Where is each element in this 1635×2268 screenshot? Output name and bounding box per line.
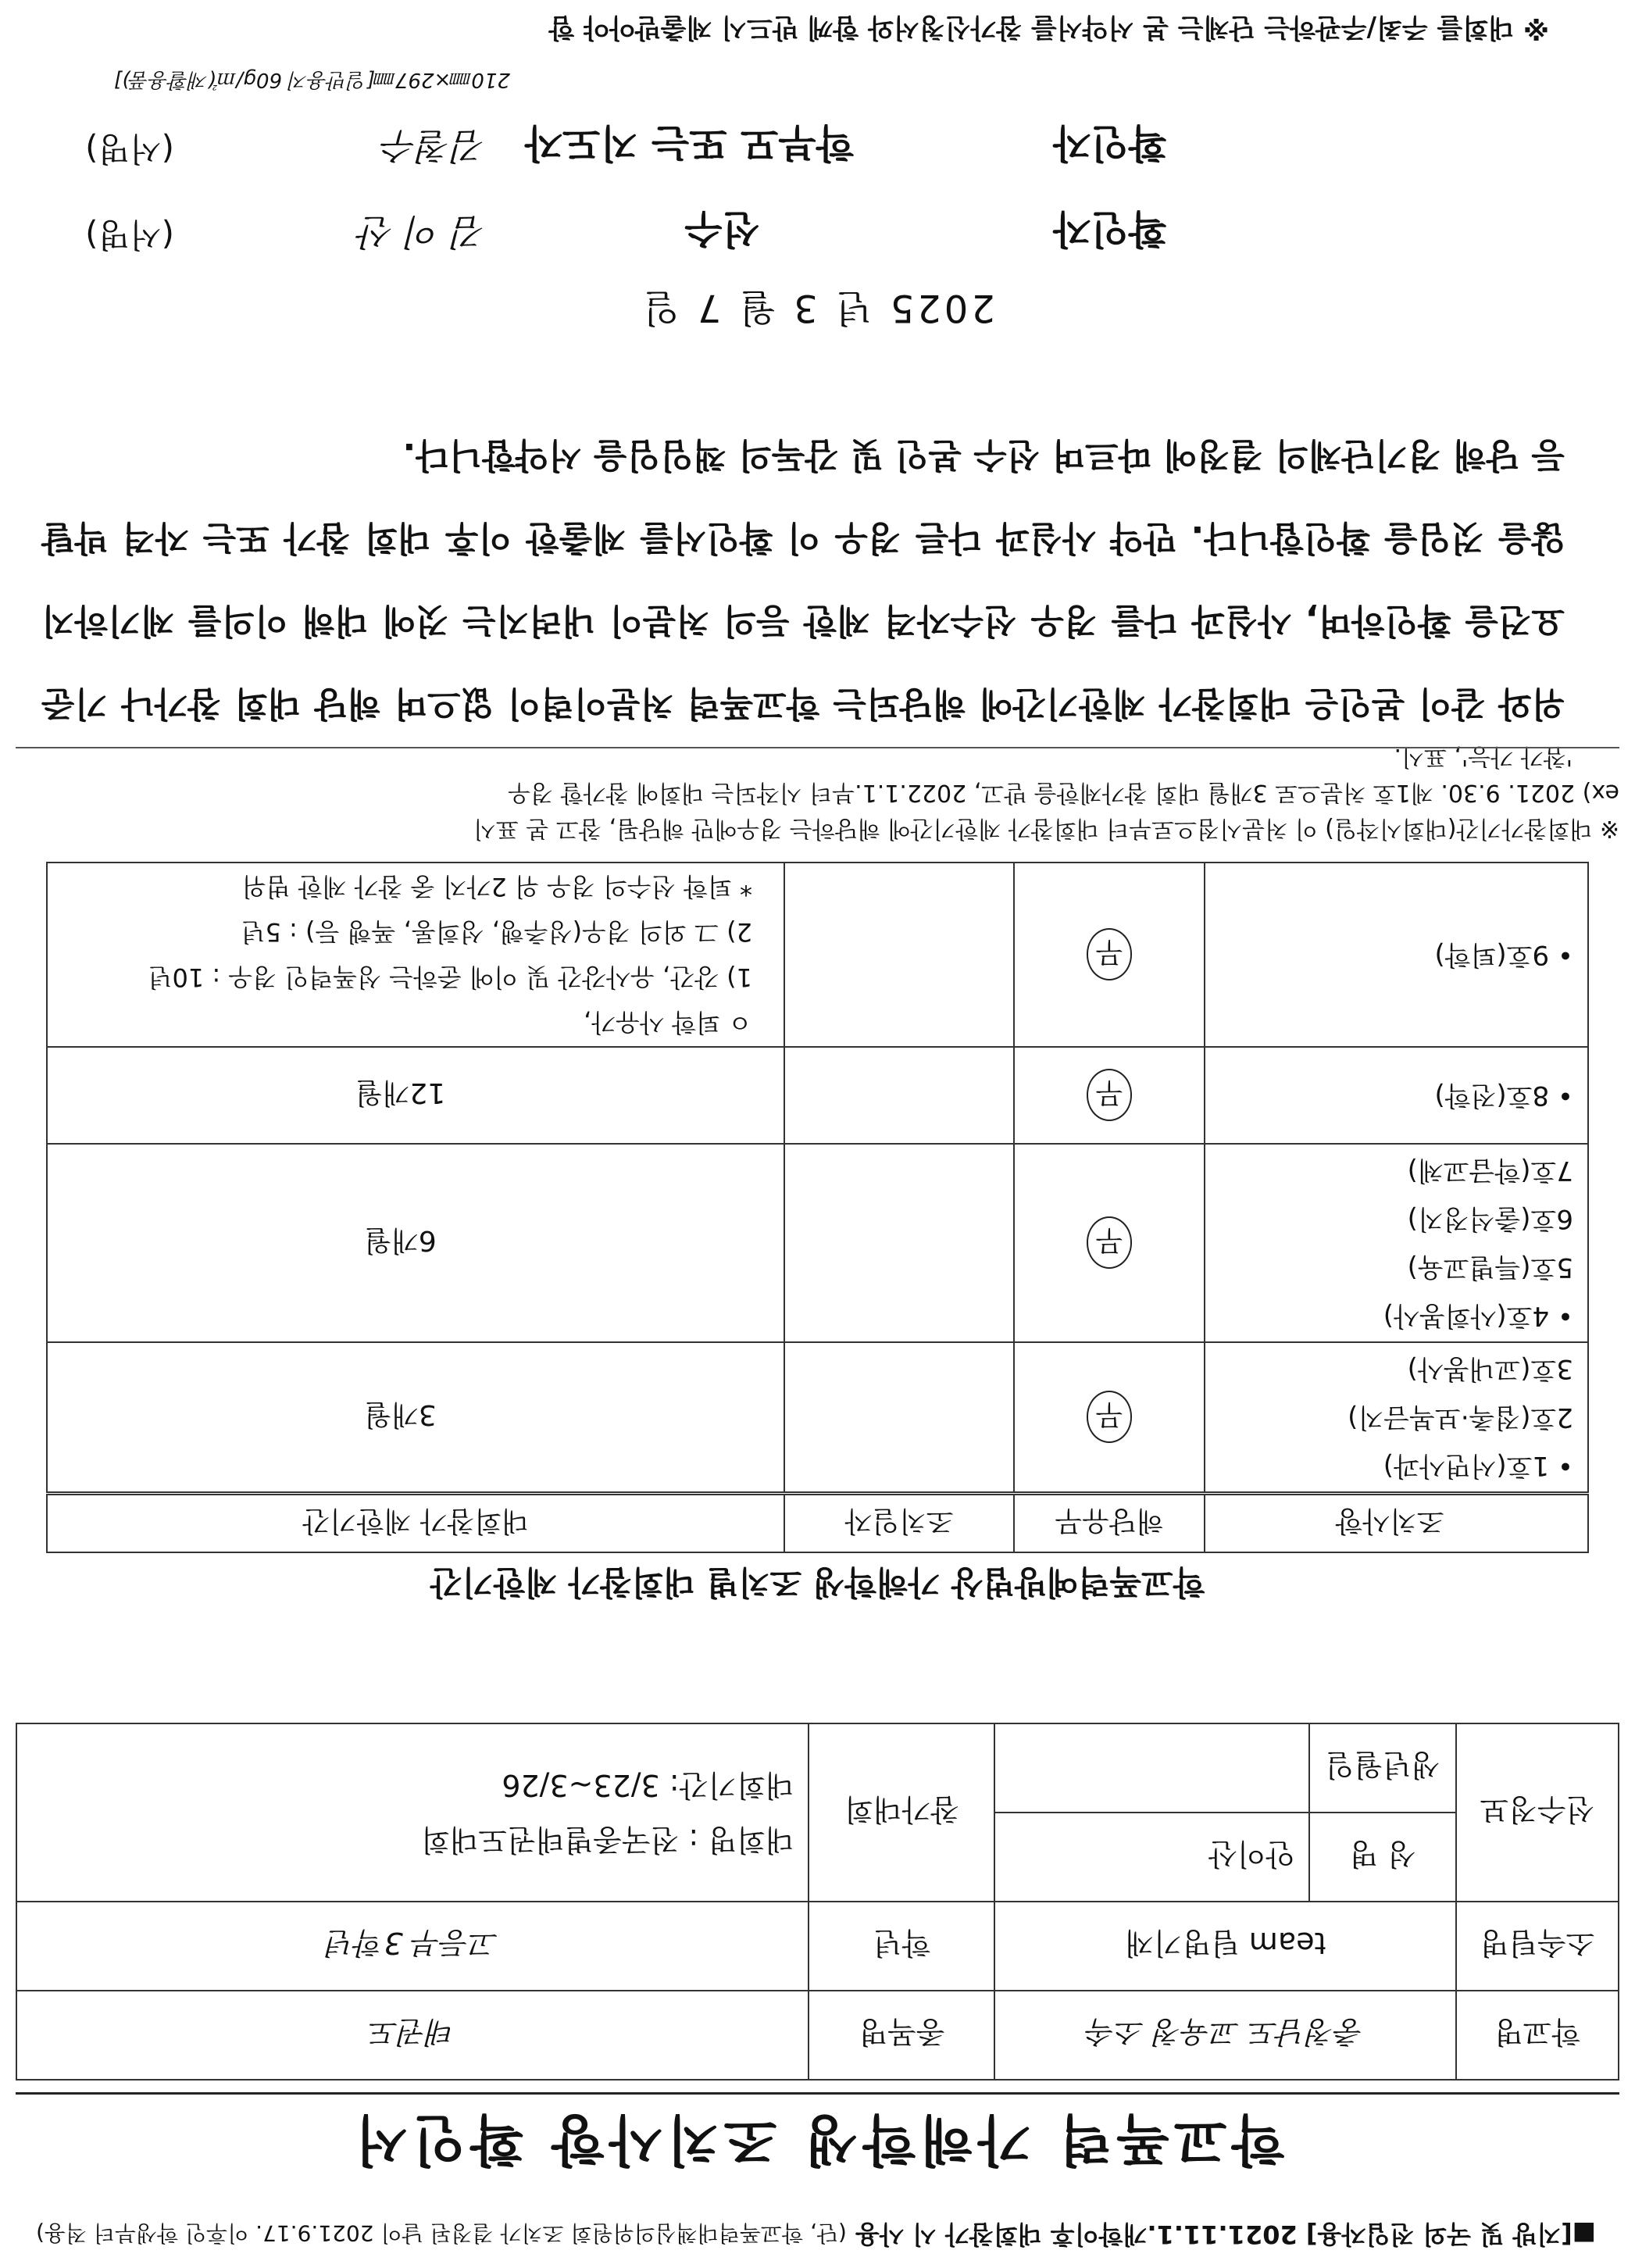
header-limit: 대회참가 제한기간 xyxy=(47,1494,784,1553)
form-ref-note: (단, 학교폭력대책심의위원회 조치가 결정된 날이 2021.9.17. 이후인 학생부터 적용) xyxy=(36,2220,847,2246)
table-row xyxy=(47,1342,1588,1494)
grade-value: 고등부 3학년 xyxy=(16,1902,809,1991)
title-divider xyxy=(16,2092,1619,2095)
team-label: 소속팀명 xyxy=(1456,1902,1619,1991)
limit-cell: 6개월 xyxy=(47,1144,784,1342)
status-circle: 무 xyxy=(1087,1217,1133,1270)
team-value: team 팀명기재 xyxy=(994,1902,1456,1991)
grade-label: 학년 xyxy=(809,1902,994,1991)
status-cell xyxy=(1014,1047,1205,1144)
birth-value xyxy=(994,1723,1309,1813)
status-circle: 무 xyxy=(1087,1070,1133,1122)
limit-note-line: 1) 강간, 유사강간 및 이에 준하는 성폭력인 경우 : 10년 xyxy=(148,963,752,992)
signature-handwriting: 김 이 산 xyxy=(359,211,487,253)
table-row xyxy=(47,863,1588,1047)
signature-label: 확인자 xyxy=(1053,120,1166,166)
limit-cell: 3개월 xyxy=(47,1342,784,1494)
school-value: 충청남도 교육청 소속 xyxy=(994,1991,1456,2080)
status-cell xyxy=(1014,1342,1205,1494)
footnote-line: ex) 2021. 9.30. 제1호 처분으로 3개월 대회 참가제한을 받고, 2022.1.1.부터 시작되는 대회에 참가할 경우 xyxy=(508,779,1619,806)
sanction-items xyxy=(1205,1144,1588,1342)
event-period: 대회기간: 3/23~3/26 xyxy=(502,1768,794,1802)
limit-cell: 12개월 xyxy=(47,1047,784,1144)
signature-row-guardian xyxy=(0,112,1635,174)
table-row xyxy=(47,1144,1588,1342)
event-label: 참가대회 xyxy=(809,1723,994,1902)
sanction-table xyxy=(46,862,1589,1553)
school-label: 학교명 xyxy=(1456,1991,1619,2080)
sanction-item: • 1호(서면사과) xyxy=(1383,1450,1573,1481)
date-cell xyxy=(784,1342,1014,1494)
form-ref-text: ■[지방 및 국외 전입자용] 2021.11.1.개학이후 대회참가 시 사용 xyxy=(855,2220,1596,2249)
name-label: 성 명 xyxy=(1309,1813,1456,1902)
sanction-items xyxy=(1205,863,1588,1047)
pledge-text: 위와 같이 본인은 대회참가 제한기간에 해당되는 학교폭력 처분이력이 없으며 해당 대회 참가나 기준요건을 확인하며, 사실과 다를 경우 선수자격 제한 등의 처분이 내려지는 것에 대해 이의를 제기하지 않을 것임을 확인합니다. 만약 사실과 다른 경우 이 확인서를 제출한 이후 대회 참가 또는 자격 박탈 등 당해 경기단체의 결정에 따르며 선수 본인 및 감독의 책임임을 서약합니다. xyxy=(41,435,1565,723)
pledge-date: 2025 년 3 월 7 일 xyxy=(640,286,995,330)
footnote xyxy=(16,738,1619,846)
sanction-item: • 9호(퇴학) xyxy=(1434,939,1573,970)
athlete-info-table xyxy=(16,1723,1619,2080)
sanction-item: 7호(학급교체) xyxy=(1407,1155,1573,1186)
header-sanction: 조치사항 xyxy=(1205,1494,1588,1553)
header-date: 조치일자 xyxy=(784,1494,1014,1553)
form-reference xyxy=(36,2218,1596,2254)
signature-seal: (서명) xyxy=(85,130,174,168)
event-cell xyxy=(16,1723,809,1902)
signature-role: 학부모 또는 지도자 xyxy=(524,120,854,166)
footnote-line: '참가 가능', 표시. xyxy=(1394,743,1573,770)
table-row xyxy=(47,1047,1588,1144)
date-cell xyxy=(784,863,1014,1047)
name-value: 안이산 xyxy=(994,1813,1309,1902)
date-cell xyxy=(784,1144,1014,1342)
athlete-label: 선수정보 xyxy=(1456,1723,1619,1902)
sport-value: 태권도 xyxy=(16,1991,809,2080)
status-cell xyxy=(1014,1144,1205,1342)
sanction-item: • 4호(사회봉사) xyxy=(1383,1300,1573,1331)
status-cell xyxy=(1014,863,1205,1047)
limit-note-line: 2) 그 외의 경우(성추행, 성희롱, 폭행 등) : 5년 xyxy=(241,917,752,947)
sport-label: 종목명 xyxy=(809,1991,994,2080)
section-title: 학교폭력예방법상 가해학생 조치별 대회참가 제한기간 xyxy=(430,1563,1205,1602)
sanction-item: • 8호(전학) xyxy=(1434,1080,1573,1111)
limit-note-line: * 퇴학 선수의 경우 위 2가지 중 참가 제한 범위 xyxy=(241,872,752,902)
bottom-note: ※ 대회를 주최/주관하는 단체는 본 서약서를 참가신청서와 함께 반드시 제출받아야 함 xyxy=(548,12,1549,43)
sanction-item: 2호(접촉·보복금지) xyxy=(1348,1402,1573,1433)
birth-label: 생년월일 xyxy=(1309,1723,1456,1813)
document-title: 학교폭력 가해학생 조치사항 확인서 xyxy=(350,2108,1285,2172)
sanction-item: 3호(교내봉사) xyxy=(1407,1353,1573,1384)
signature-seal: (서명) xyxy=(85,216,174,254)
paper-spec: 210㎜×297㎜[일반용지 60g/㎡(재활용품)] xyxy=(113,68,510,91)
date-cell xyxy=(784,1047,1014,1144)
footnote-divider xyxy=(16,747,1619,748)
footnote-line: ※ 대회참가기간(대회시작일) 이 처분시점으로부터 대회참가 제한기간에 해당하는 경우에만 해당됨, 참고 본 표시 xyxy=(473,815,1619,842)
limit-note-cell xyxy=(47,863,784,1047)
event-name: 대회명 : 전국종별태권도대회 xyxy=(421,1823,794,1857)
status-circle: 무 xyxy=(1087,929,1133,981)
header-status: 해당유무 xyxy=(1014,1494,1205,1553)
sanction-items xyxy=(1205,1047,1588,1144)
signature-handwriting: 김철수 xyxy=(382,125,487,167)
sanction-item: 6호(출석정지) xyxy=(1407,1203,1573,1234)
signature-row-athlete xyxy=(0,198,1635,260)
sanction-item: 5호(특별교육) xyxy=(1407,1252,1573,1283)
signature-role: 선수 xyxy=(684,206,760,252)
status-circle: 무 xyxy=(1087,1391,1133,1444)
signature-label: 확인자 xyxy=(1053,206,1166,252)
limit-note-line: ㅇ 퇴학 사유가, xyxy=(584,1008,752,1038)
sanction-items xyxy=(1205,1342,1588,1494)
